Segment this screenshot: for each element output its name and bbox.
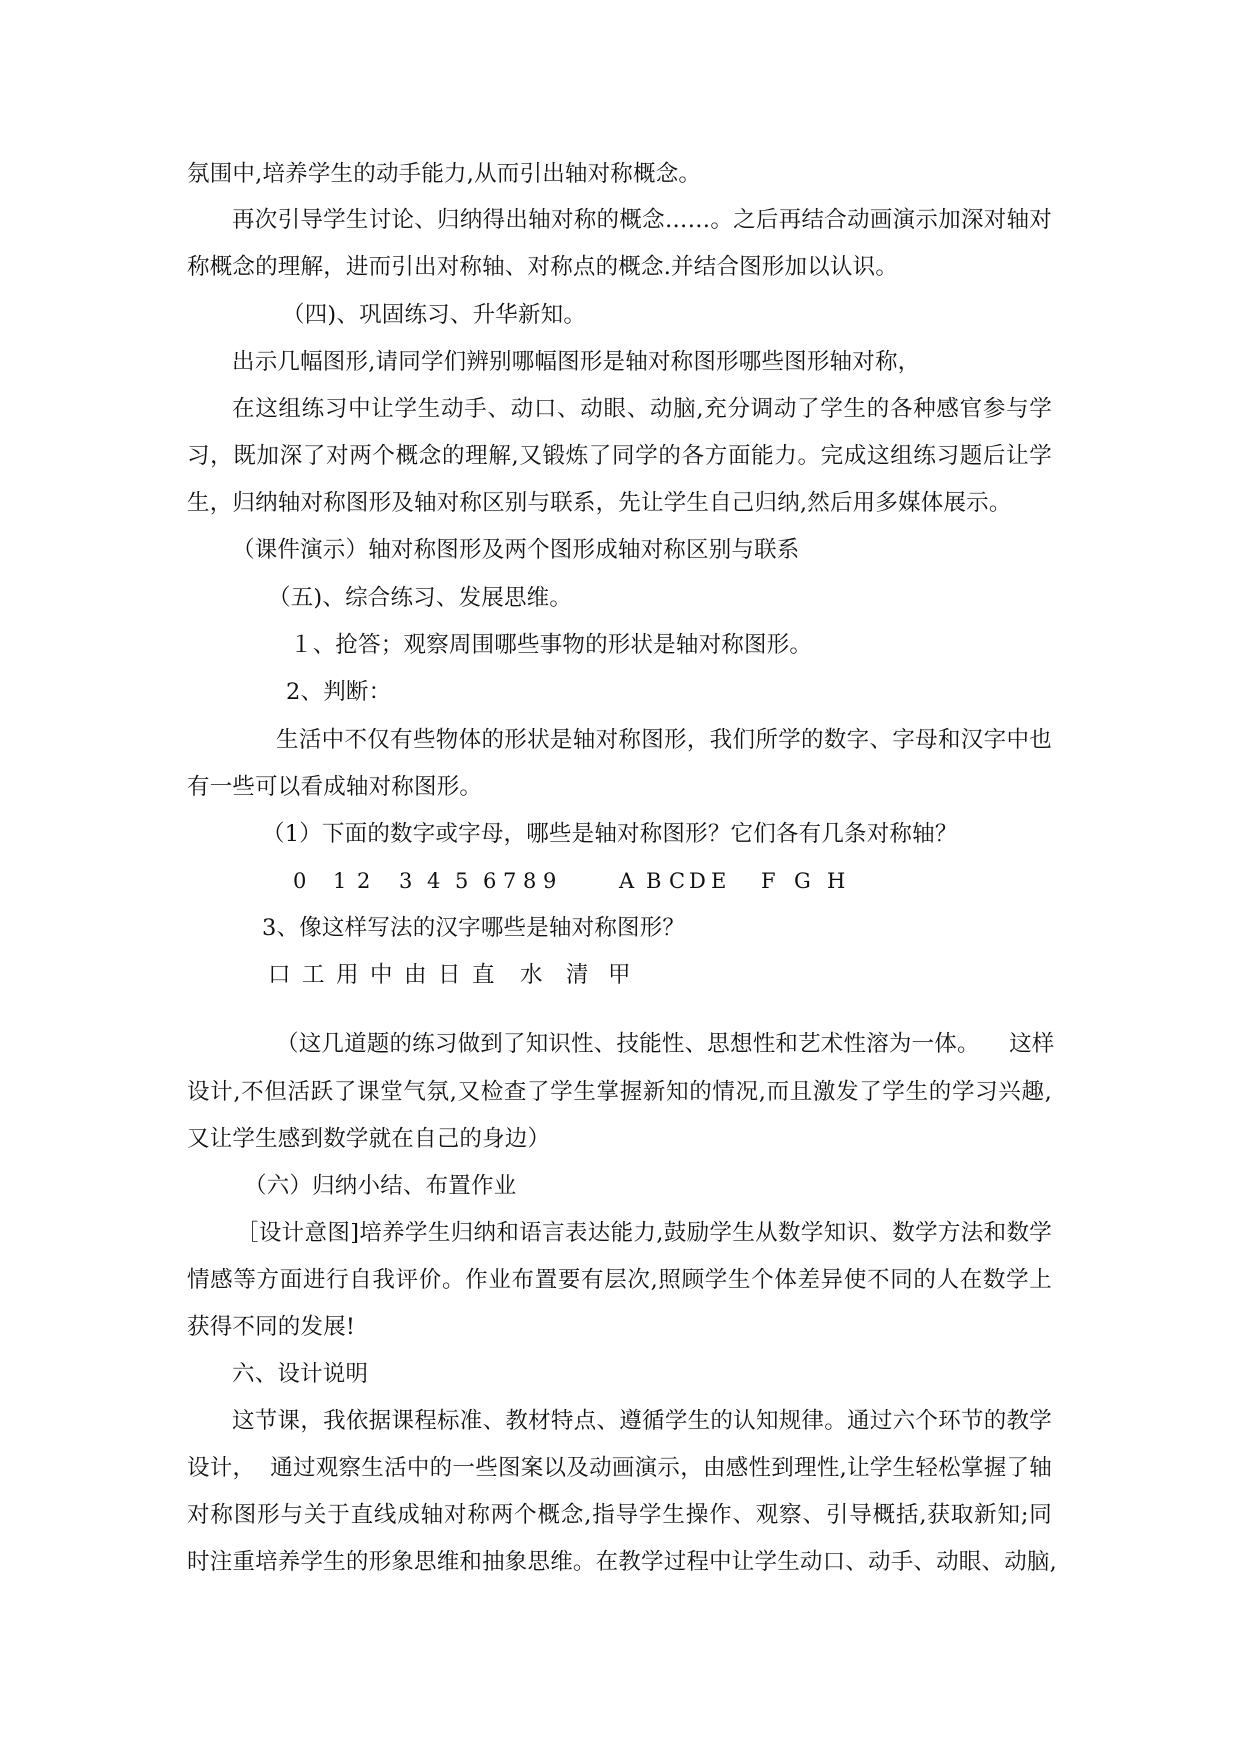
section-title-design-notes: 六、设计说明 — [232, 1361, 369, 1387]
section-heading-5: （五)、综合练习、发展思维。 — [268, 585, 573, 611]
paragraph-line-28: 时注重培养学生的形象思维和抽象思维。在教学过程中让学生动口、动手、动眼、动脑, — [187, 1549, 1057, 1575]
digit-2: 2 — [357, 869, 371, 893]
paragraph-line-23: 获得不同的发展! — [187, 1314, 356, 1340]
paragraph-line-13: 生活中不仅有些物体的形状是轴对称图形，我们所学的数字、字母和汉字中也 — [276, 727, 1052, 753]
letter-c: C — [669, 869, 686, 893]
char-yong: 用 — [336, 962, 359, 988]
paragraph-line-3: 称概念的理解，进而引出对称轴、对称点的概念.并结合图形加以认识。 — [187, 254, 899, 280]
paragraph-line-22: 情感等方面进行自我评价。作业布置要有层次,照顾学生个体差异使不同的人在数学上 — [187, 1267, 1052, 1293]
paragraph-line-1: 氛围中,培养学生的动手能力,从而引出轴对称概念。 — [187, 161, 702, 187]
digit-3: 3 — [399, 869, 413, 893]
char-jia: 甲 — [608, 962, 631, 988]
char-qing: 清 — [566, 962, 589, 988]
question-1: （1）下面的数字或字母，哪些是轴对称图形？它们各有几条对称轴？ — [262, 821, 958, 847]
digit-9: 9 — [543, 869, 557, 893]
char-gong: 工 — [302, 962, 325, 988]
paragraph-line-5: 出示几幅图形,请同学们辨别哪幅图形是轴对称图形哪些图形轴对称， — [232, 349, 921, 375]
char-zhi: 直 — [472, 962, 495, 988]
char-ri: 日 — [438, 962, 461, 988]
paragraph-line-14: 有一些可以看成轴对称图形。 — [187, 774, 483, 800]
paragraph-line-17: （这几道题的练习做到了知识性、技能性、思想性和艺术性溶为一体。 这样 — [276, 1031, 1055, 1057]
digit-7: 7 — [503, 869, 517, 893]
section-heading-6: （六）归纳小结、布置作业 — [244, 1173, 517, 1199]
digit-6: 6 — [483, 869, 497, 893]
paragraph-line-8: 生，归纳轴对称图形及轴对称区别与联系，先让学生自己归纳,然后用多媒体展示。 — [187, 490, 1012, 516]
letter-b: B — [646, 869, 662, 893]
char-you: 由 — [404, 962, 427, 988]
exercise-1: １、抢答；观察周围哪些事物的形状是轴对称图形。 — [290, 632, 813, 658]
letter-d: D — [689, 869, 706, 893]
letter-g: G — [794, 869, 811, 893]
letter-e: E — [711, 869, 727, 893]
paragraph-line-18: 设计,不但活跃了课堂气氛,又检查了学生掌握新知的情况,而且激发了学生的学习兴趣, — [187, 1079, 1052, 1105]
digit-1: 1 — [333, 869, 347, 893]
section-heading-4: （四)、巩固练习、升华新知。 — [282, 302, 587, 328]
paragraph-line-2: 再次引导学生讨论、归纳得出轴对称的概念……。之后再结合动画演示加深对轴对 — [232, 207, 1052, 233]
digit-5: 5 — [455, 869, 469, 893]
digit-8: 8 — [523, 869, 537, 893]
paragraph-line-6: 在这组练习中让学生动手、动口、动眼、动脑,充分调动了学生的各种感官参与学 — [232, 396, 1052, 422]
question-3: 3、像这样写法的汉字哪些是轴对称图形？ — [262, 915, 686, 941]
paragraph-line-9: （课件演示）轴对称图形及两个图形成轴对称区别与联系 — [232, 537, 800, 563]
letter-a: A — [619, 869, 635, 893]
paragraph-line-7: 习，既加深了对两个概念的理解,又锻炼了同学的各方面能力。完成这组练习题后让学 — [187, 443, 1052, 469]
letter-f: F — [761, 869, 776, 893]
char-kou: 口 — [268, 962, 291, 988]
chinese-char-row — [268, 960, 638, 990]
paragraph-line-19: 又让学生感到数学就在自己的身边） — [187, 1126, 551, 1152]
exercise-2: 2、判断： — [286, 679, 392, 705]
letter-h: H — [827, 869, 846, 893]
char-shui: 水 — [520, 962, 543, 988]
paragraph-line-25: 这节课，我依据课程标准、教材特点、遵循学生的认知规律。通过六个环节的教学 — [232, 1408, 1052, 1434]
digit-0: 0 — [293, 869, 307, 893]
char-zhong: 中 — [370, 962, 393, 988]
digit-letter-row — [293, 866, 851, 896]
paragraph-line-21: ［设计意图]培养学生归纳和语言表达能力,鼓励学生从数学知识、数学方法和数学 — [236, 1220, 1052, 1246]
paragraph-line-27: 对称图形与关于直线成轴对称两个概念,指导学生操作、观察、引导概括,获取新知;同 — [187, 1502, 1052, 1528]
digit-4: 4 — [427, 869, 441, 893]
paragraph-line-26: 设计， 通过观察生活中的一些图案以及动画演示，由感性到理性,让学生轻松掌握了轴 — [187, 1455, 1052, 1481]
